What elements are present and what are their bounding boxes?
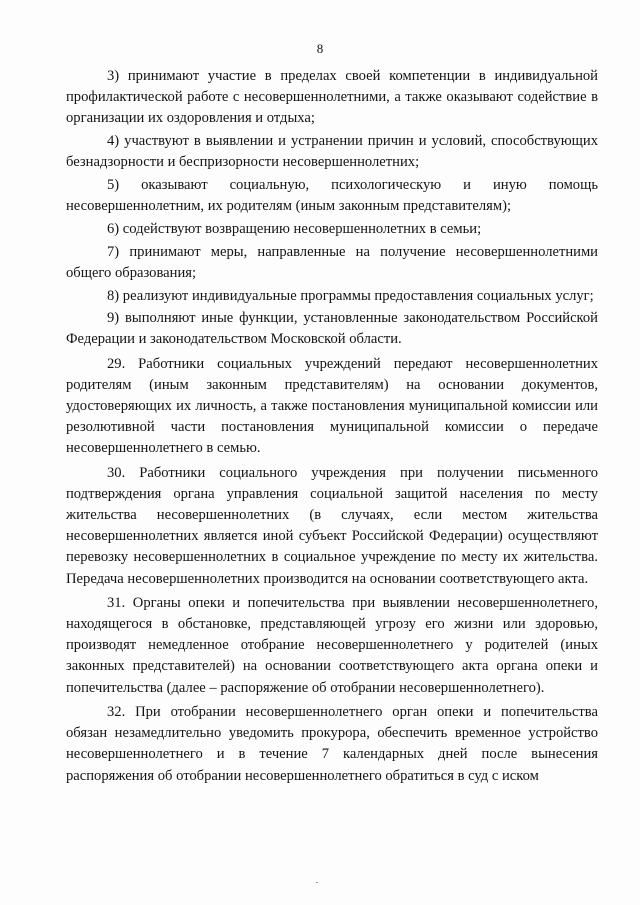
section-29: 29. Работники социальных учреждений передают несовершеннолетних родителям (иным законным представителям) на основании документов, удостоверяющих их личность, а также постановления муниципальной комиссии или резолютивной части постановления муниципальной комиссии о передаче несовершеннолетнего в семью. xyxy=(66,355,598,457)
list-item-4: 4) участвуют в выявлении и устранении причин и условий, способствующих безнадзорности и беспризорности несовершеннолетних; xyxy=(66,133,598,171)
list-item-6: 6) содействуют возвращению несовершеннолетних в семьи; xyxy=(107,220,482,237)
page-number: 8 xyxy=(316,41,324,56)
document-body xyxy=(66,66,598,787)
scan-speck xyxy=(316,882,318,883)
section-31: 31. Органы опеки и попечительства при выявлении несовершеннолетнего, находящегося в обстановке, представляющей угрозу его жизни или здоровью, производят немедленное отобрание несовершеннолетнего у родителей (иных законных представителей) на основании соответствующего акта органа опеки и попечительства (далее – распоряжение об отобрании несовершеннолетнего). xyxy=(66,594,598,696)
list-item-9: 9) выполняют иные функции, установленные законодательством Российской Федерации и законодательством Московской области. xyxy=(66,310,598,348)
list-item-5: 5) оказывают социальную, психологическую и иную помощь несовершеннолетним, их родителям (иным законным представителям); xyxy=(66,177,598,215)
list-item-3: 3) принимают участие в пределах своей компетенции в индивидуальной профилактической работе с несовершеннолетними, а также оказывают содействие в организации их оздоровления и отдыха; xyxy=(66,68,598,127)
list-item-7: 7) принимают меры, направленные на получение несовершеннолетними общего образования; xyxy=(66,243,598,281)
section-32: 32. При отобрании несовершеннолетнего орган опеки и попечительства обязан незамедлительно уведомить прокурора, обеспечить временное устройство несовершеннолетнего и в течение 7 календарных дней после вынесения распоряжения об отобрании несовершеннолетнего обратиться в суд с иском xyxy=(66,703,598,784)
section-30: 30. Работники социального учреждения при получении письменного подтверждения органа управления социальной защитой населения по месту жительства несовершеннолетних (в случаях, если местом жительства несовершеннолетних является иной субъект Российской Федерации) осуществляют перевозку несовершеннолетних в социальное учреждение по месту их жительства. Передача несовершеннолетних производится на основании соответствующего акта. xyxy=(66,464,598,587)
list-item-8: 8) реализуют индивидуальные программы предоставления социальных услуг; xyxy=(107,287,594,304)
